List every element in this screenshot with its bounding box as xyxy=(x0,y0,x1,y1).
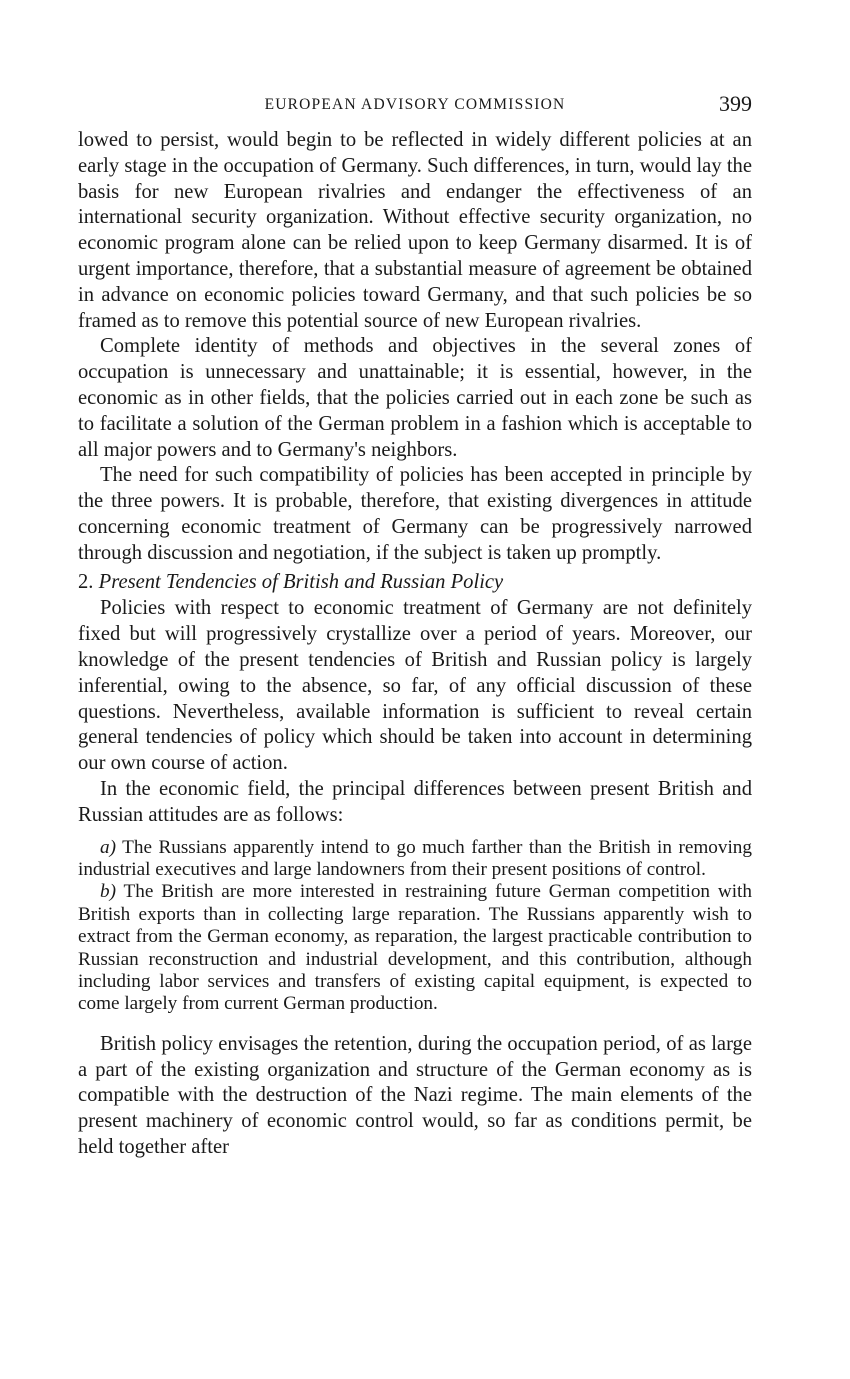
list-marker: b) xyxy=(100,881,116,903)
differences-list xyxy=(78,837,752,1016)
paragraph-policies: Policies with respect to economic treatment of Germany are not definitely fixed but will progressively crystallize over a period of years. Moreover, our knowledge of the present tendencies of British and Russian policy is largely inferential, owing to the absence, so far, of any official discussion of these questions. Nevertheless, available information is sufficient to reveal certain general tendencies of policy which should be taken into account in determining our own course of action. xyxy=(78,597,752,775)
paragraph-continued: lowed to persist, would begin to be reflected in widely different policies at an early stage in the occupation of Germany. Such differences, in turn, would lay the basis for new European rivalries and endanger the effectiveness of an international security organization. Without effective security organization, no economic program alone can be relied upon to keep Germany disarmed. It is of urgent importance, therefore, that a substantial measure of agreement be obtained in advance on economic policies toward Germany, and that such policies be so framed as to remove this potential source of new European rivalries. xyxy=(78,129,752,332)
list-item-text: The British are more interested in restraining future German competition with British exports than in collecting large reparation. The Russians apparently wish to extract from the German economy, as reparation, the largest practicable contribution to Russian reconstruction and industrial development, and this contribution, although including labor services and transfers of existing capital equipment, is expected to come largely from current German production. xyxy=(78,881,752,1015)
section-title: Present Tendencies of British and Russian Policy xyxy=(98,570,504,593)
section-heading xyxy=(78,570,752,596)
page-number: 399 xyxy=(719,91,752,116)
paragraph-three-powers: The need for such compatibility of policies has been accepted in principle by the three powers. It is probable, therefore, that existing divergences in attitude concerning economic treatment of Germany can be progressively narrowed through discussion and negotiation, if the subject is taken up promptly. xyxy=(78,464,752,564)
section-number: 2. xyxy=(78,570,94,593)
paragraph-compatibility: Complete identity of methods and objectives in the several zones of occupation is unnecessary and unattainable; it is essential, however, in the economic as in other fields, that the policies carried out in each zone be such as to facilitate a solution of the German problem in a fashion which is acceptable to all major powers and to Germany's neighbors. xyxy=(78,335,752,461)
paragraph-british-policy: British policy envisages the retention, during the occupation period, of as large a part of the existing organization and structure of the German economy as is compatible with the destruction of the Nazi regime. The main elements of the present machinery of economic control would, so far as conditions permit, be held together after xyxy=(78,1032,752,1158)
paragraph-differences: In the economic field, the principal differences between present British and Russian attitudes are as follows: xyxy=(78,777,752,826)
list-marker: a) xyxy=(100,836,116,858)
list-item-b xyxy=(78,881,752,1015)
running-title: EUROPEAN ADVISORY COMMISSION xyxy=(264,96,566,113)
list-item-a xyxy=(78,837,752,882)
list-item-text: The Russians apparently intend to go much farther than the British in removing industrial executives and large landowners from their present positions of control. xyxy=(78,836,752,880)
document-page xyxy=(78,88,752,1161)
running-head xyxy=(78,88,752,128)
body-text xyxy=(78,128,752,1161)
